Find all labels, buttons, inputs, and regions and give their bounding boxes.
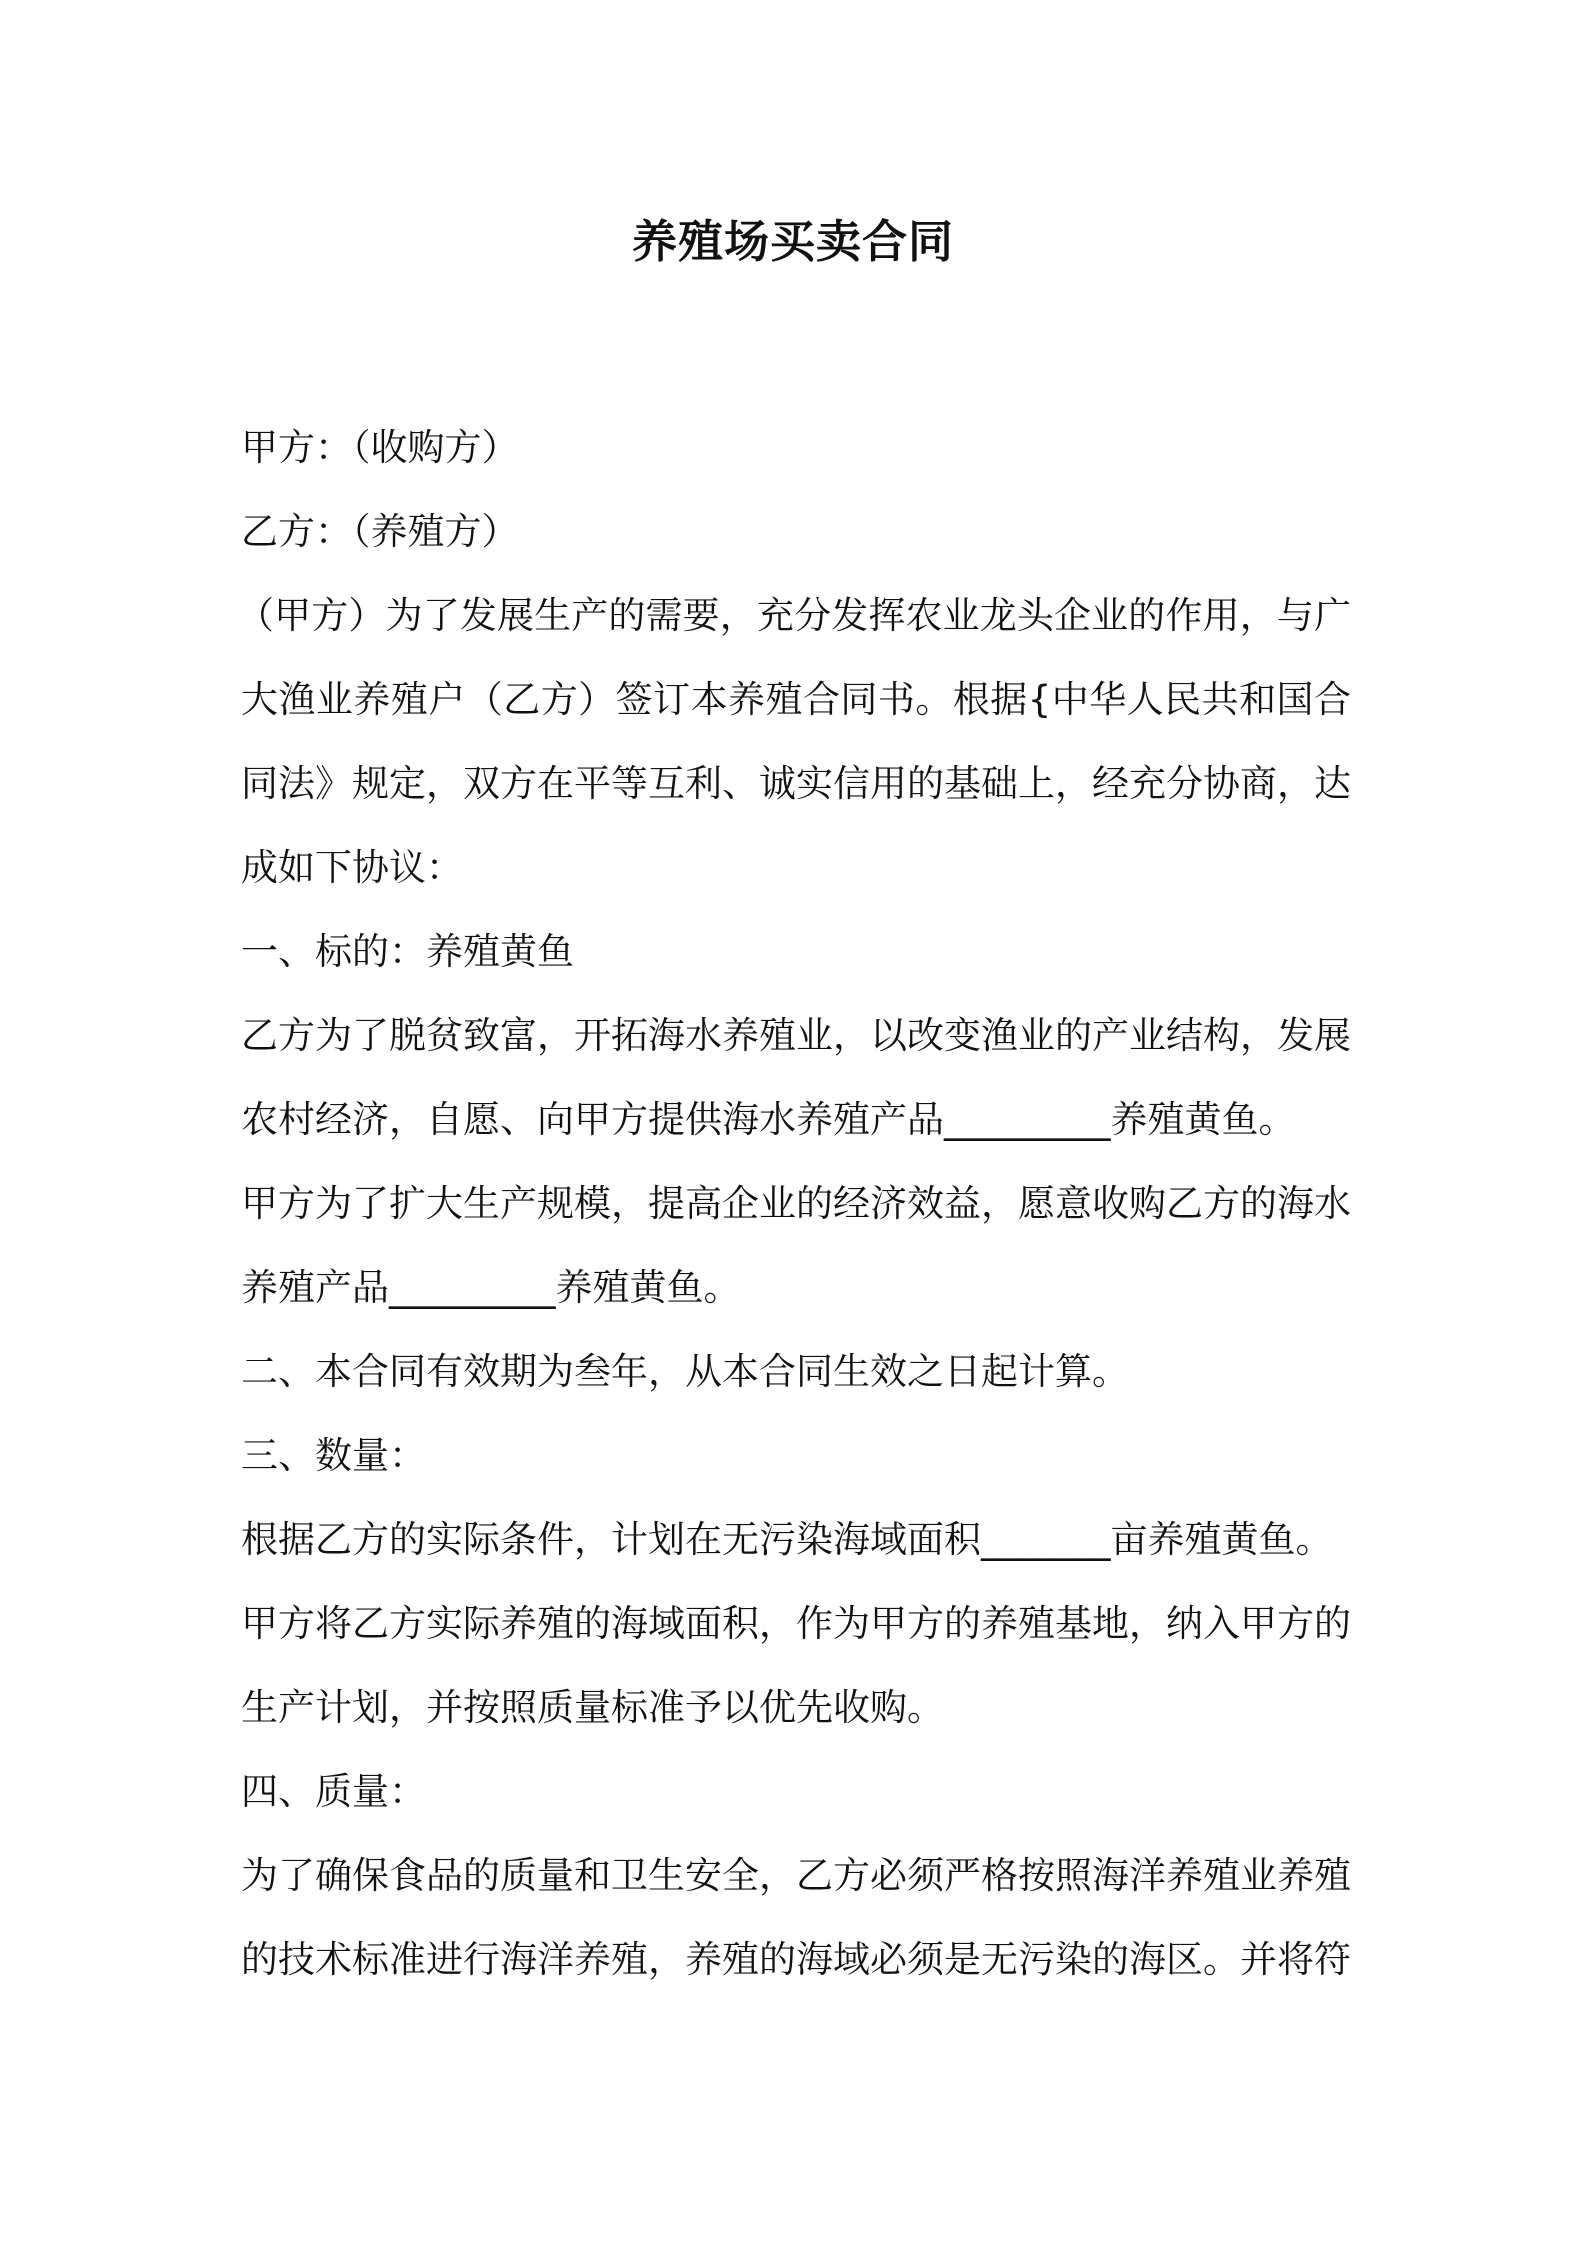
section-3-line-3: 生产计划，并按照质量标准予以优先收购。 — [241, 1686, 944, 1729]
section-3-heading: 三、数量： — [241, 1434, 426, 1477]
section-1-line-1: 乙方为了脱贫致富，开拓海水养殖业，以改变渔业的产业结构，发展 — [241, 1014, 1351, 1057]
section-3-line-1: 根据乙方的实际条件，计划在无污染海域面积_______亩养殖黄鱼。 — [241, 1518, 1333, 1561]
preamble-line-1: （甲方）为了发展生产的需要，充分发挥农业龙头企业的作用，与广 — [237, 594, 1351, 637]
preamble-line-4: 成如下协议： — [241, 846, 463, 889]
section-3-line-2: 甲方将乙方实际养殖的海域面积，作为甲方的养殖基地，纳入甲方的 — [241, 1602, 1351, 1645]
preamble-line-2: 大渔业养殖户（乙方）签订本养殖合同书。根据{中华人民共和国合 — [241, 678, 1351, 721]
section-4-heading: 四、质量： — [241, 1770, 426, 1813]
section-1-line-2: 农村经济，自愿、向甲方提供海水养殖产品_________养殖黄鱼。 — [241, 1098, 1296, 1141]
section-1-line-3: 甲方为了扩大生产规模，提高企业的经济效益，愿意收购乙方的海水 — [241, 1182, 1351, 1225]
section-4-line-2: 的技术标准进行海洋养殖，养殖的海域必须是无污染的海区。并将符 — [241, 1938, 1351, 1981]
party-b-line: 乙方：（养殖方） — [241, 510, 519, 553]
section-4-line-1: 为了确保食品的质量和卫生安全，乙方必须严格按照海洋养殖业养殖 — [241, 1854, 1351, 1897]
document-title: 养殖场买卖合同 — [631, 215, 954, 268]
preamble-line-3: 同法》规定，双方在平等互利、诚实信用的基础上，经充分协商，达 — [241, 762, 1351, 805]
section-1-line-4: 养殖产品_________养殖黄鱼。 — [241, 1266, 741, 1309]
document-body — [237, 406, 1351, 2002]
party-a-line: 甲方：（收购方） — [241, 426, 519, 469]
section-1-heading: 一、标的：养殖黄鱼 — [241, 930, 574, 973]
section-2-line: 二、本合同有效期为叁年，从本合同生效之日起计算。 — [241, 1350, 1129, 1393]
